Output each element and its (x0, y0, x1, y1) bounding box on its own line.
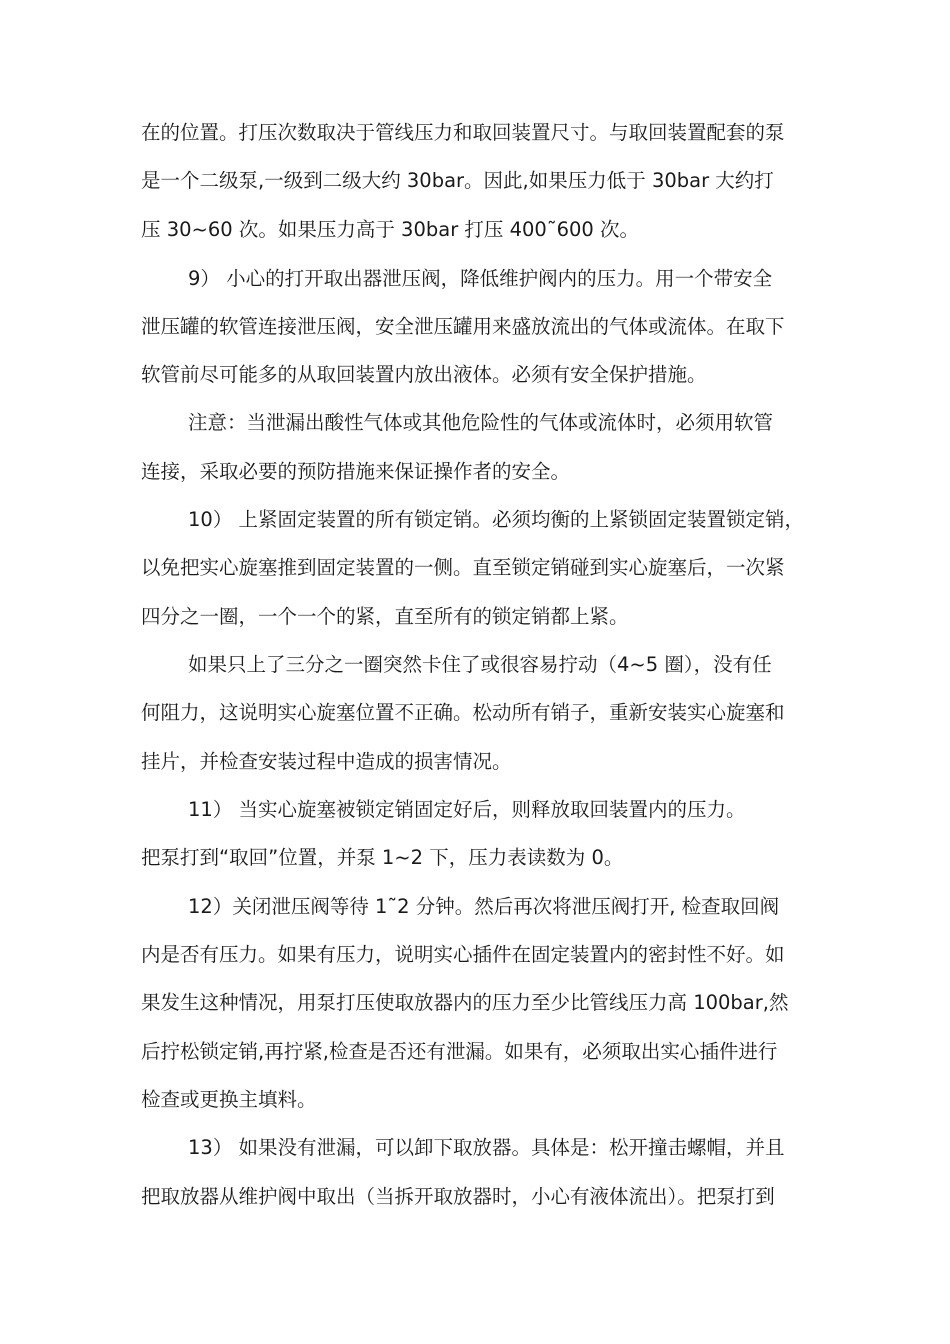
text-line: 泄压罐的软管连接泄压阀，安全泄压罐用来盛放流出的气体或流体。在取下 (141, 315, 785, 338)
text-line: 如果只上了三分之一圈突然卡住了或很容易拧动（4~5 圈），没有任 (188, 653, 772, 676)
text-line: 挂片，并检查安装过程中造成的损害情况。 (141, 750, 512, 773)
text-line: 内是否有压力。如果有压力，说明实心插件在固定装置内的密封性不好。如 (141, 943, 785, 966)
text-line: 9） 小心的打开取出器泄压阀，降低维护阀内的压力。用一个带安全 (188, 267, 773, 290)
text-line: 连接，采取必要的预防措施来保证操作者的安全。 (141, 460, 571, 483)
text-line: 检查或更换主填料。 (141, 1088, 317, 1111)
text-line: 四分之一圈，一个一个的紧，直至所有的锁定销都上紧。 (141, 605, 629, 628)
text-line: 把取放器从维护阀中取出（当拆开取放器时，小心有液体流出）。把泵打到 (141, 1185, 775, 1208)
text-line: 12）关闭泄压阀等待 1˜2 分钟。然后再次将泄压阀打开, 检查取回阀 (188, 895, 780, 918)
text-line: 后拧松锁定销,再拧紧,检查是否还有泄漏。如果有，必须取出实心插件进行 (141, 1040, 778, 1063)
text-line: 何阻力，这说明实心旋塞位置不正确。松动所有销子，重新安装实心旋塞和 (141, 701, 785, 724)
text-line: 在的位置。打压次数取决于管线压力和取回装置尺寸。与取回装置配套的泵 (141, 121, 785, 144)
text-line: 把泵打到“取回”位置，并泵 1~2 下，压力表读数为 0。 (141, 846, 624, 869)
text-line: 以免把实心旋塞推到固定装置的一侧。直至锁定销碰到实心旋塞后，一次紧 (141, 556, 785, 579)
text-line: 注意：当泄漏出酸性气体或其他危险性的气体或流体时，必须用软管 (188, 411, 774, 434)
text-line: 是一个二级泵,一级到二级大约 30bar。因此,如果压力低于 30bar 大约打 (141, 169, 774, 192)
text-line: 11） 当实心旋塞被锁定销固定好后，则释放取回装置内的压力。 (188, 798, 746, 821)
text-line: 果发生这种情况，用泵打压使取放器内的压力至少比管线压力高 100bar,然 (141, 991, 789, 1014)
text-line: 软管前尽可能多的从取回装置内放出液体。必须有安全保护措施。 (141, 363, 707, 386)
text-line: 13） 如果没有泄漏，可以卸下取放器。具体是：松开撞击螺帽，并且 (188, 1136, 785, 1159)
text-line: 压 30~60 次。如果压力高于 30bar 打压 400˜600 次。 (141, 218, 640, 241)
text-line: 10） 上紧固定装置的所有锁定销。必须均衡的上紧锁固定装置锁定销， (188, 508, 805, 531)
